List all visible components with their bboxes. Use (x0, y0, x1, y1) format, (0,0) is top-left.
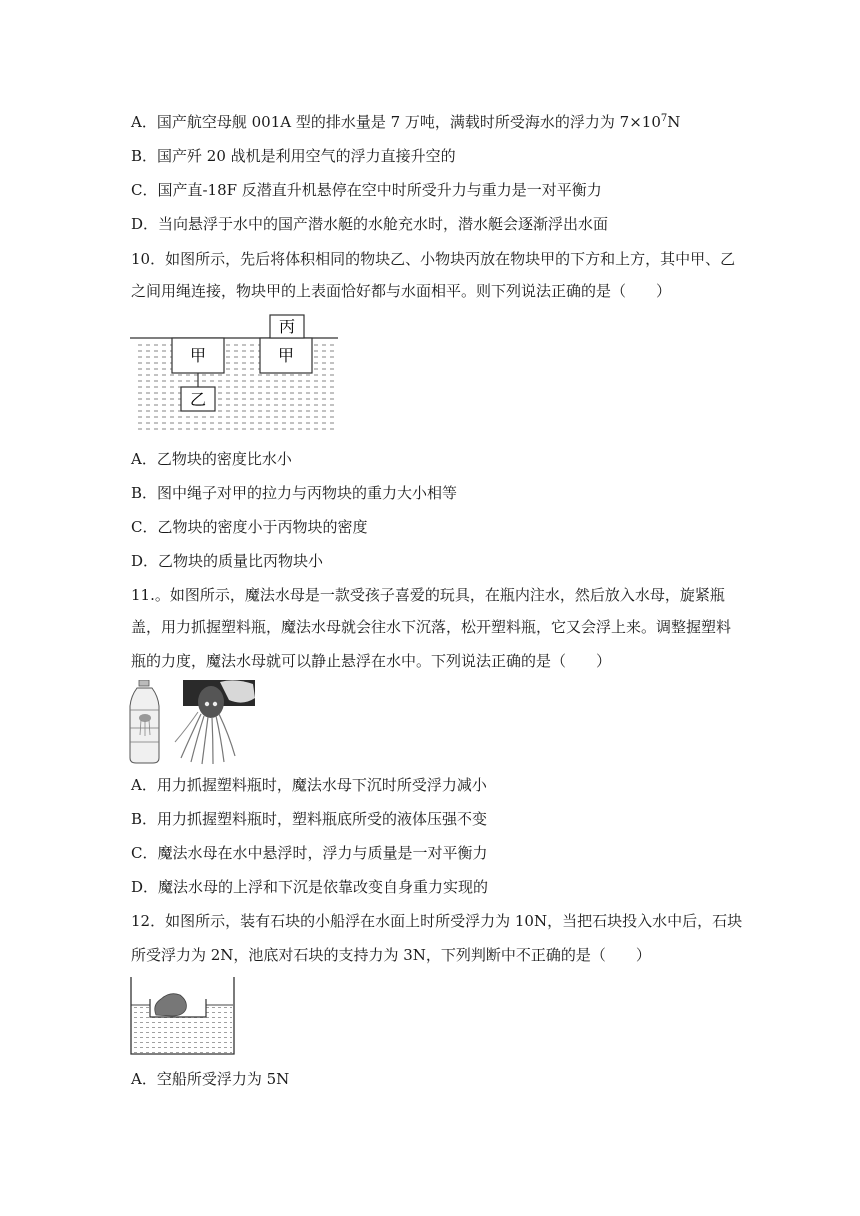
stone-icon (155, 994, 187, 1016)
q11-option-c: C．魔法水母在水中悬浮时，浮力与质量是一对平衡力 (131, 844, 488, 862)
q11-figure-bottle-and-jellyfish (125, 680, 260, 765)
q10-figure-blocks-in-water (130, 312, 340, 436)
label-jia-right: 甲 (277, 346, 295, 365)
q12-option-a: A．空船所受浮力为 5N (131, 1070, 290, 1088)
q9-option-d: D．当向悬浮于水中的国产潜水艇的水舱充水时，潜水艇会逐渐浮出水面 (131, 215, 609, 233)
q9-option-b: B．国产歼 20 战机是利用空气的浮力直接升空的 (131, 147, 456, 165)
q12-stem-line-2: 所受浮力为 2N，池底对石块的支持力为 3N，下列判断中不正确的是（ ） (131, 946, 651, 964)
label-bing: 丙 (278, 317, 296, 336)
q10-stem-line-2: 之间用绳连接，物块甲的上表面恰好都与水面相平。则下列说法正确的是（ ） (131, 282, 672, 300)
q10-option-a: A．乙物块的密度比水小 (131, 450, 292, 468)
q9-option-a-text: A．国产航空母舰 001A 型的排水量是 7 万吨，满载时所受海水的浮力为 7×10 (131, 113, 661, 131)
q10-option-d: D．乙物块的质量比丙物块小 (131, 552, 324, 570)
q10-option-b: B．图中绳子对甲的拉力与丙物块的重力大小相等 (131, 484, 458, 502)
q9-option-a-unit: N (667, 113, 681, 131)
q10-option-c: C．乙物块的密度小于丙物块的密度 (131, 518, 368, 536)
label-yi: 乙 (189, 390, 207, 409)
q9-option-a-exponent: 7 (660, 113, 668, 124)
q11-option-d: D．魔法水母的上浮和下沉是依靠改变自身重力实现的 (131, 878, 489, 896)
q11-stem-line-2: 盖，用力抓握塑料瓶，魔法水母就会往水下沉落，松开塑料瓶，它又会浮上来。调整握塑料 (131, 618, 732, 636)
jellyfish-toy-icon (175, 680, 255, 764)
plastic-bottle-icon (130, 680, 159, 763)
q12-figure-boat-with-stone (128, 975, 238, 1057)
q11-option-a: A．用力抓握塑料瓶时，魔法水母下沉时所受浮力减小 (131, 776, 487, 794)
q10-stem-line-1: 10．如图所示，先后将体积相同的物块乙、小物块丙放在物块甲的下方和上方，其中甲、乙 (131, 250, 736, 268)
q9-option-c: C．国产直-18F 反潜直升机悬停在空中时所受升力与重力是一对平衡力 (131, 181, 602, 199)
q9-option-a (131, 112, 680, 132)
q12-stem-line-1: 12．如图所示，装有石块的小船浮在水面上时所受浮力为 10N，当把石块投入水中后，石块 (131, 912, 743, 930)
label-jia-left: 甲 (189, 346, 207, 365)
q11-stem-line-3: 瓶的力度，魔法水母就可以静止悬浮在水中。下列说法正确的是（ ） (131, 652, 612, 670)
q11-stem-line-1: 11.。如图所示，魔法水母是一款受孩子喜爱的玩具，在瓶内注水，然后放入水母，旋紧瓶 (131, 586, 725, 604)
q11-option-b: B．用力抓握塑料瓶时，塑料瓶底所受的液体压强不变 (131, 810, 488, 828)
